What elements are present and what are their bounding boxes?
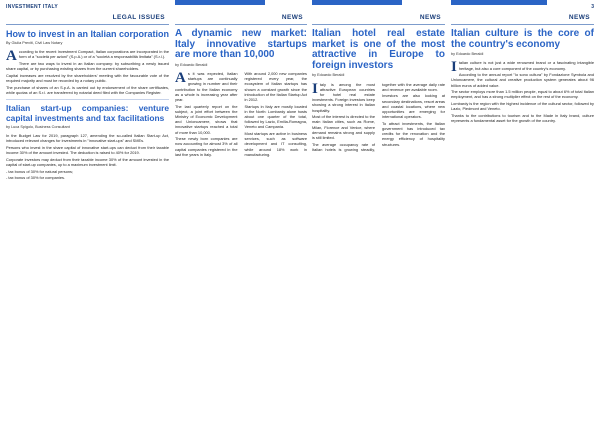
- accent-bar: [451, 0, 547, 5]
- drop-cap: I: [312, 80, 318, 97]
- lead-paragraph: s it was expected, Italian startups are continually growing in number and their contribution to the Italian economy as a whole is increasing year after year.: [175, 70, 238, 102]
- paragraph: The purchase of shares of an S.p.A. is carried out by endorsement of the share certificates, while quotas of an S.r.l. are transferred by notarial deed filed with the Companies Register.: [6, 84, 169, 95]
- column-news-culture: [451, 0, 594, 424]
- divider: [6, 99, 169, 100]
- article-title: Italian start-up companies: venture capital investments and tax facilitations: [6, 103, 169, 123]
- lead-paragraph: talian culture is not just a wide renowned brand or a fascinating intangible heritage, but also a core component of the country's economy.: [458, 60, 594, 71]
- lead-paragraph: ccording to the recent Investment Compact, Italian corporations are incorporated in the form of a "società per azioni" (S.p.A.) or of a "società a responsabilità limitata" (S.r.l.).: [18, 49, 169, 60]
- article-title: How to invest in an Italian corporation: [6, 29, 170, 39]
- column-news-startups: [175, 0, 307, 424]
- section-header: [312, 0, 445, 25]
- section-label: LEGAL ISSUES: [112, 14, 165, 21]
- paragraph: Corporate investors may deduct from their taxable income 30% of the amount invested in the capital of start-up companies, up to a maximum investment limit.: [6, 156, 169, 167]
- paragraph: There are two ways to invest in an Italian company: by subscribing a newly issued share capital, or by purchasing existing shares from the current shareholders.: [6, 61, 169, 72]
- paragraph: The sector employs more than 1.5 million people, equal to about 6% of total Italian employment, and has a strong multiplier effect on the rest of the economy.: [451, 89, 594, 100]
- bullet-item: - tax bonus of 30% for natural persons;: [6, 168, 74, 174]
- paragraph: Investors are also looking at secondary destinations, resort areas and coastal locations, where new opportunities are emerging for international operators.: [382, 93, 445, 120]
- bullet-item: - tax bonus of 30% for companies.: [6, 174, 66, 180]
- article-title: A dynamic new market: Italy innovative startups are more than 10,000: [175, 28, 307, 61]
- section-header: [451, 0, 594, 25]
- column-news-hotel: [312, 0, 445, 424]
- article-title: Italian culture is the core of the country's economy: [451, 28, 594, 50]
- paragraph: In the Budget Law for 2019, paragraph 127, amending the so-called Italian Start-up Act, introduced relevant changes for investments in "innovative start-ups" and SMEs.: [6, 133, 169, 144]
- paragraph: Most of the interest is directed to the main Italian cities, such as Rome, Milan, Florence and Venice, where demand remains strong and supply is still limited.: [312, 114, 375, 140]
- paragraph: These newly born companies are now accounting for almost 3% of all capital companies registered in the last five years in Italy.: [175, 136, 238, 157]
- article-body: [312, 82, 445, 152]
- page-number: 3: [591, 4, 594, 10]
- section-label: NEWS: [281, 14, 303, 21]
- lead-paragraph: taly is among the most attractive European countries for hotel real estate investments. Foreign investors keep showing a strong interest in Italian hospitality.: [312, 81, 375, 113]
- article-author: by Edoardo Beraldi: [451, 52, 484, 57]
- section-label: NEWS: [419, 14, 441, 21]
- paragraph: Persons who invest in the share capital of innovative start-ups can deduct from their taxable income 30% of the amount invested. The deduction is raised to 40% for 2019.: [6, 145, 169, 156]
- paragraph: The average occupancy rate of Italian hotels is growing steadily, together with the average daily rate and revenue per available room.: [312, 81, 445, 152]
- paragraph: Thanks to the contributions to tourism and to the Made in Italy brand, culture represents a fundamental asset for the growth of the country.: [451, 112, 594, 123]
- paragraph: To attract investments, the Italian government has introduced tax credits for the renovation and the energy efficiency of hospitality structures.: [382, 120, 445, 147]
- paragraph: Lombardy is the region with the highest incidence of the cultural sector, followed by Lazio, Piedmont and Veneto.: [451, 100, 594, 112]
- paragraph: Capital increases are resolved by the shareholders' meeting with the favourable vote of the required majority and must be recorded by a notary public.: [6, 72, 169, 83]
- article-title: Italian hotel real estate market is one of the most attractive in Europe to foreign investors: [312, 28, 445, 71]
- paragraph: Most startups are active in business services, such as software development and IT consulting, while around 18% work in manufacturing.: [244, 131, 307, 157]
- paragraph: Startups in Italy are mostly located in the North: Lombardy alone hosts about one quarter of the total, followed by Lazio, Emilia-Romagna, Veneto and Campania.: [244, 103, 307, 130]
- article-author: by Luca Spigolo, Business Consultant: [6, 125, 70, 129]
- paragraph: The last quarterly report on the subject, a joint effort between the Ministry of Economic Development and Unioncamere, shows that innovative startups reached a total of more than 10,000.: [175, 103, 238, 135]
- paragraph: With around 2,000 new companies registered every year, the ecosystem of Italian startups has shown a constant growth since the introduction of the Italian Startup Act in 2012.: [244, 70, 308, 102]
- section-label: NEWS: [568, 14, 590, 21]
- article-body: [175, 71, 307, 158]
- drop-cap: A: [6, 48, 17, 65]
- running-header: INVESTMENT ITALY: [6, 4, 59, 10]
- drop-cap: I: [451, 59, 457, 76]
- paragraph: According to the annual report "Io sono cultura" by Fondazione Symbola and Unioncamere, the cultural and creative production system generates about 96 billion euros of added value.: [451, 72, 594, 88]
- accent-bar: [312, 0, 402, 5]
- article-author: By Giulia Previti, Civil Law Notary: [6, 41, 63, 45]
- article-author: by Edoardo Beraldi: [312, 73, 345, 78]
- section-header: [6, 0, 169, 25]
- section-header: [175, 0, 307, 25]
- article-author: by Edoardo Beraldi: [175, 62, 208, 67]
- drop-cap: A: [175, 69, 186, 86]
- column-legal-issues: [6, 0, 169, 424]
- accent-bar: [175, 0, 265, 5]
